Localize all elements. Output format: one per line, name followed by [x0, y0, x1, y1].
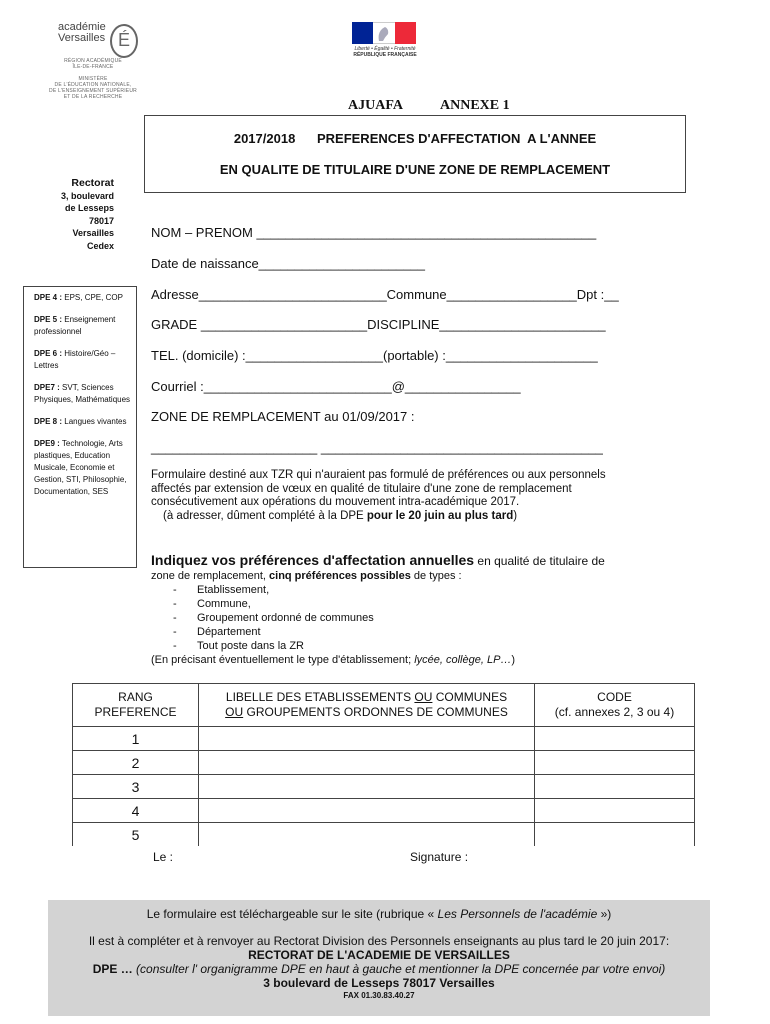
- libelle-ou2: OU: [225, 705, 244, 719]
- annexe-label: ANNEXE 1: [440, 98, 510, 113]
- address-line1: Rectorat: [71, 177, 114, 189]
- table-header-row: [73, 684, 695, 727]
- footer-line1: [48, 907, 710, 921]
- intro-line1: Formulaire destiné aux TZR qui n'auraient pas formulé de préférences ou aux personnels: [151, 469, 606, 481]
- telephone-field[interactable]: TEL. (domicile) :___________________(portable) :_____________________: [151, 348, 598, 363]
- dpe-code: DPE 8 :: [34, 417, 63, 426]
- dpe-code: DPE 5 :: [34, 315, 63, 324]
- code-header-line1: CODE: [597, 690, 632, 704]
- list-item: - Etablissement,: [173, 583, 681, 597]
- grade-discipline-field[interactable]: GRADE _______________________DISCIPLINE_______________________: [151, 317, 606, 332]
- rank-cell: 2: [73, 751, 199, 775]
- french-flag-icon: [352, 22, 416, 44]
- dpe-code: DPE9 :: [34, 439, 60, 448]
- code-header-line2: (cf. annexes 2, 3 ou 4): [554, 705, 675, 719]
- address-line5: Versailles: [72, 228, 114, 238]
- note-start: (En précisant éventuellement le type d'établissement;: [151, 654, 415, 666]
- code-cell[interactable]: [535, 799, 695, 823]
- preferences-heading-rest: en qualité de titulaire de: [474, 554, 605, 568]
- form-title-line2: EN QUALITE DE TITULAIRE D'UNE ZONE DE REMPLACEMENT: [219, 162, 611, 177]
- academie-logo: [38, 22, 148, 100]
- code-header: [535, 684, 695, 727]
- dpe-desc: Histoire/Géo – Lettres: [34, 349, 116, 370]
- code-cell[interactable]: [535, 823, 695, 847]
- address-line3: de Lesseps: [64, 203, 114, 213]
- libelle-cell[interactable]: [199, 823, 535, 847]
- rank-cell: 1: [73, 727, 199, 751]
- code-cell[interactable]: [535, 751, 695, 775]
- dpe-item: [34, 348, 136, 372]
- dpe-code: DPE7 :: [34, 383, 60, 392]
- intro-deadline: pour le 20 juin au plus tard: [366, 509, 514, 522]
- rang-header: [73, 684, 199, 727]
- intro-line4-end: ): [513, 509, 518, 522]
- preferences-table: [72, 683, 695, 846]
- republique-francaise-logo: [352, 46, 418, 58]
- logo-ministry-line2: DE L'ÉDUCATION NATIONALE,: [54, 82, 132, 88]
- libelle-a: LIBELLE DES ETABLISSEMENTS: [225, 690, 415, 704]
- logo-region-line2: ÎLE-DE-FRANCE: [72, 64, 114, 70]
- logo-name-line2: Versailles: [58, 32, 106, 44]
- rang-header-line1: RANG: [118, 690, 153, 704]
- footer-dpe: DPE …: [92, 962, 133, 976]
- footer-line1-end: »): [597, 907, 612, 921]
- libelle-ou1: OU: [414, 690, 433, 704]
- preferences-instructions: [151, 553, 681, 667]
- footer-fax: FAX 01.30.83.40.27: [343, 991, 415, 1000]
- date-label: Le :: [153, 850, 174, 864]
- date-naissance-field[interactable]: Date de naissance_______________________: [151, 256, 425, 271]
- dpe-code: DPE 6 :: [34, 349, 63, 358]
- courriel-field[interactable]: Courriel :__________________________@________________: [151, 379, 521, 394]
- preference-types-list: [151, 583, 681, 653]
- dpe-desc: Langues vivantes: [62, 417, 127, 426]
- footer-line4: [48, 962, 710, 976]
- dpe-desc: EPS, CPE, COP: [62, 293, 123, 302]
- intro-line4-start: (à adresser, dûment complété à la DPE: [163, 509, 367, 522]
- code-cell[interactable]: [535, 775, 695, 799]
- dpe-item: [34, 314, 136, 338]
- libelle-header: [199, 684, 535, 727]
- code-cell[interactable]: [535, 727, 695, 751]
- libelle-cell[interactable]: [199, 775, 535, 799]
- intro-paragraph: [151, 469, 691, 523]
- address-line4: 78017: [88, 215, 114, 226]
- libelle-cell[interactable]: [199, 751, 535, 775]
- dpe-item: [34, 292, 136, 304]
- logo-ministry-line3: DE L'ENSEIGNEMENT SUPÉRIEUR: [49, 88, 137, 94]
- footer-rubrique: Les Personnels de l'académie: [437, 907, 598, 921]
- rank-cell: 3: [73, 775, 199, 799]
- address-line6: Cedex: [86, 240, 114, 251]
- table-row: [73, 751, 695, 775]
- footer-line1-start: Le formulaire est téléchargeable sur le site (rubrique «: [146, 907, 438, 921]
- zone-remplacement-label: ZONE DE REMPLACEMENT au 01/09/2017 :: [151, 409, 415, 424]
- intro-line3: consécutivement aux opérations du mouvement intra-académique 2017.: [151, 496, 520, 508]
- note-end: ): [511, 654, 516, 666]
- logo-region-line1: RÉGION ACADÉMIQUE: [64, 58, 122, 64]
- dpe-desc: Technologie, Arts plastiques, Education Musicale, Economie et Gestion, STI, Philosophie, Documentation, SES: [34, 439, 127, 496]
- republic-motto: Liberté • Égalité • Fraternité: [354, 46, 416, 52]
- logo-ministry-line1: MINISTÈRE: [78, 76, 108, 82]
- libelle-c: GROUPEMENTS ORDONNES DE COMMUNES: [243, 705, 508, 719]
- logo-name-line1: académie: [58, 21, 106, 33]
- list-item: - Groupement ordonné de communes: [173, 611, 681, 625]
- dpe-desc: SVT, Sciences Physiques, Mathématiques: [34, 383, 131, 404]
- dpe-item: [34, 416, 136, 428]
- dpe-list-box: [23, 286, 137, 568]
- intro-line2: affectés par extension de vœux en qualité de titulaire d'une zone de remplacement: [151, 482, 572, 495]
- dpe-code: DPE 4 :: [34, 293, 63, 302]
- nom-prenom-field[interactable]: NOM – PRENOM _______________________________________________: [151, 225, 597, 240]
- dpe-item: [34, 438, 136, 498]
- intro-line4: [151, 510, 691, 524]
- rang-header-line2: PREFERENCE: [94, 705, 177, 719]
- libelle-cell[interactable]: [199, 799, 535, 823]
- footer-line3: RECTORAT DE L'ACADEMIE DE VERSAILLES: [248, 948, 510, 962]
- signature-label: Signature :: [410, 850, 469, 864]
- table-row: [73, 775, 695, 799]
- dpe-item: [34, 382, 136, 406]
- libelle-b: COMMUNES: [432, 690, 508, 704]
- adresse-field[interactable]: Adresse__________________________Commune__________________Dpt :__: [151, 287, 619, 302]
- zone-remplacement-field[interactable]: _______________________ _______________________________________: [151, 440, 603, 455]
- preferences-count: cinq préférences possibles: [269, 570, 411, 582]
- table-row: [73, 799, 695, 823]
- preferences-heading: Indiquez vos préférences d'affectation annuelles: [151, 552, 475, 568]
- address-line2: 3, boulevard: [60, 190, 114, 201]
- list-item: - Commune,: [173, 597, 681, 611]
- footer-dpe-note: (consulter l' organigramme DPE en haut à gauche et mentionner la DPE concernée par votre envoi): [132, 962, 666, 976]
- ajuafa-label: AJUAFA: [348, 98, 403, 113]
- logo-ministry-line4: ET DE LA RECHERCHE: [63, 94, 123, 100]
- list-item: - Tout poste dans la ZR: [173, 639, 681, 653]
- preferences-line2-start: zone de remplacement,: [151, 570, 270, 582]
- academie-e-icon: É: [110, 24, 138, 58]
- table-row: [73, 823, 695, 847]
- form-title-box: [144, 115, 686, 193]
- form-title-line1: 2017/2018 PREFERENCES D'AFFECTATION A L'ANNEE: [233, 131, 597, 146]
- rank-cell: 4: [73, 799, 199, 823]
- rank-cell: 5: [73, 823, 199, 847]
- preferences-line2-end: de types :: [410, 570, 462, 582]
- footer-box: [48, 900, 710, 1016]
- rectorat-address: [61, 177, 114, 252]
- note-italic: lycée, collège, LP…: [414, 654, 512, 666]
- list-item: - Département: [173, 625, 681, 639]
- dpe-desc: Enseignement professionnel: [34, 315, 116, 336]
- libelle-cell[interactable]: [199, 727, 535, 751]
- table-row: [73, 727, 695, 751]
- footer-line2: Il est à compléter et à renvoyer au Rectorat Division des Personnels enseignants au plus tard le 20 juin 2017:: [88, 934, 670, 948]
- republic-name: RÉPUBLIQUE FRANÇAISE: [353, 52, 417, 58]
- footer-line5: 3 boulevard de Lesseps 78017 Versailles: [263, 976, 495, 990]
